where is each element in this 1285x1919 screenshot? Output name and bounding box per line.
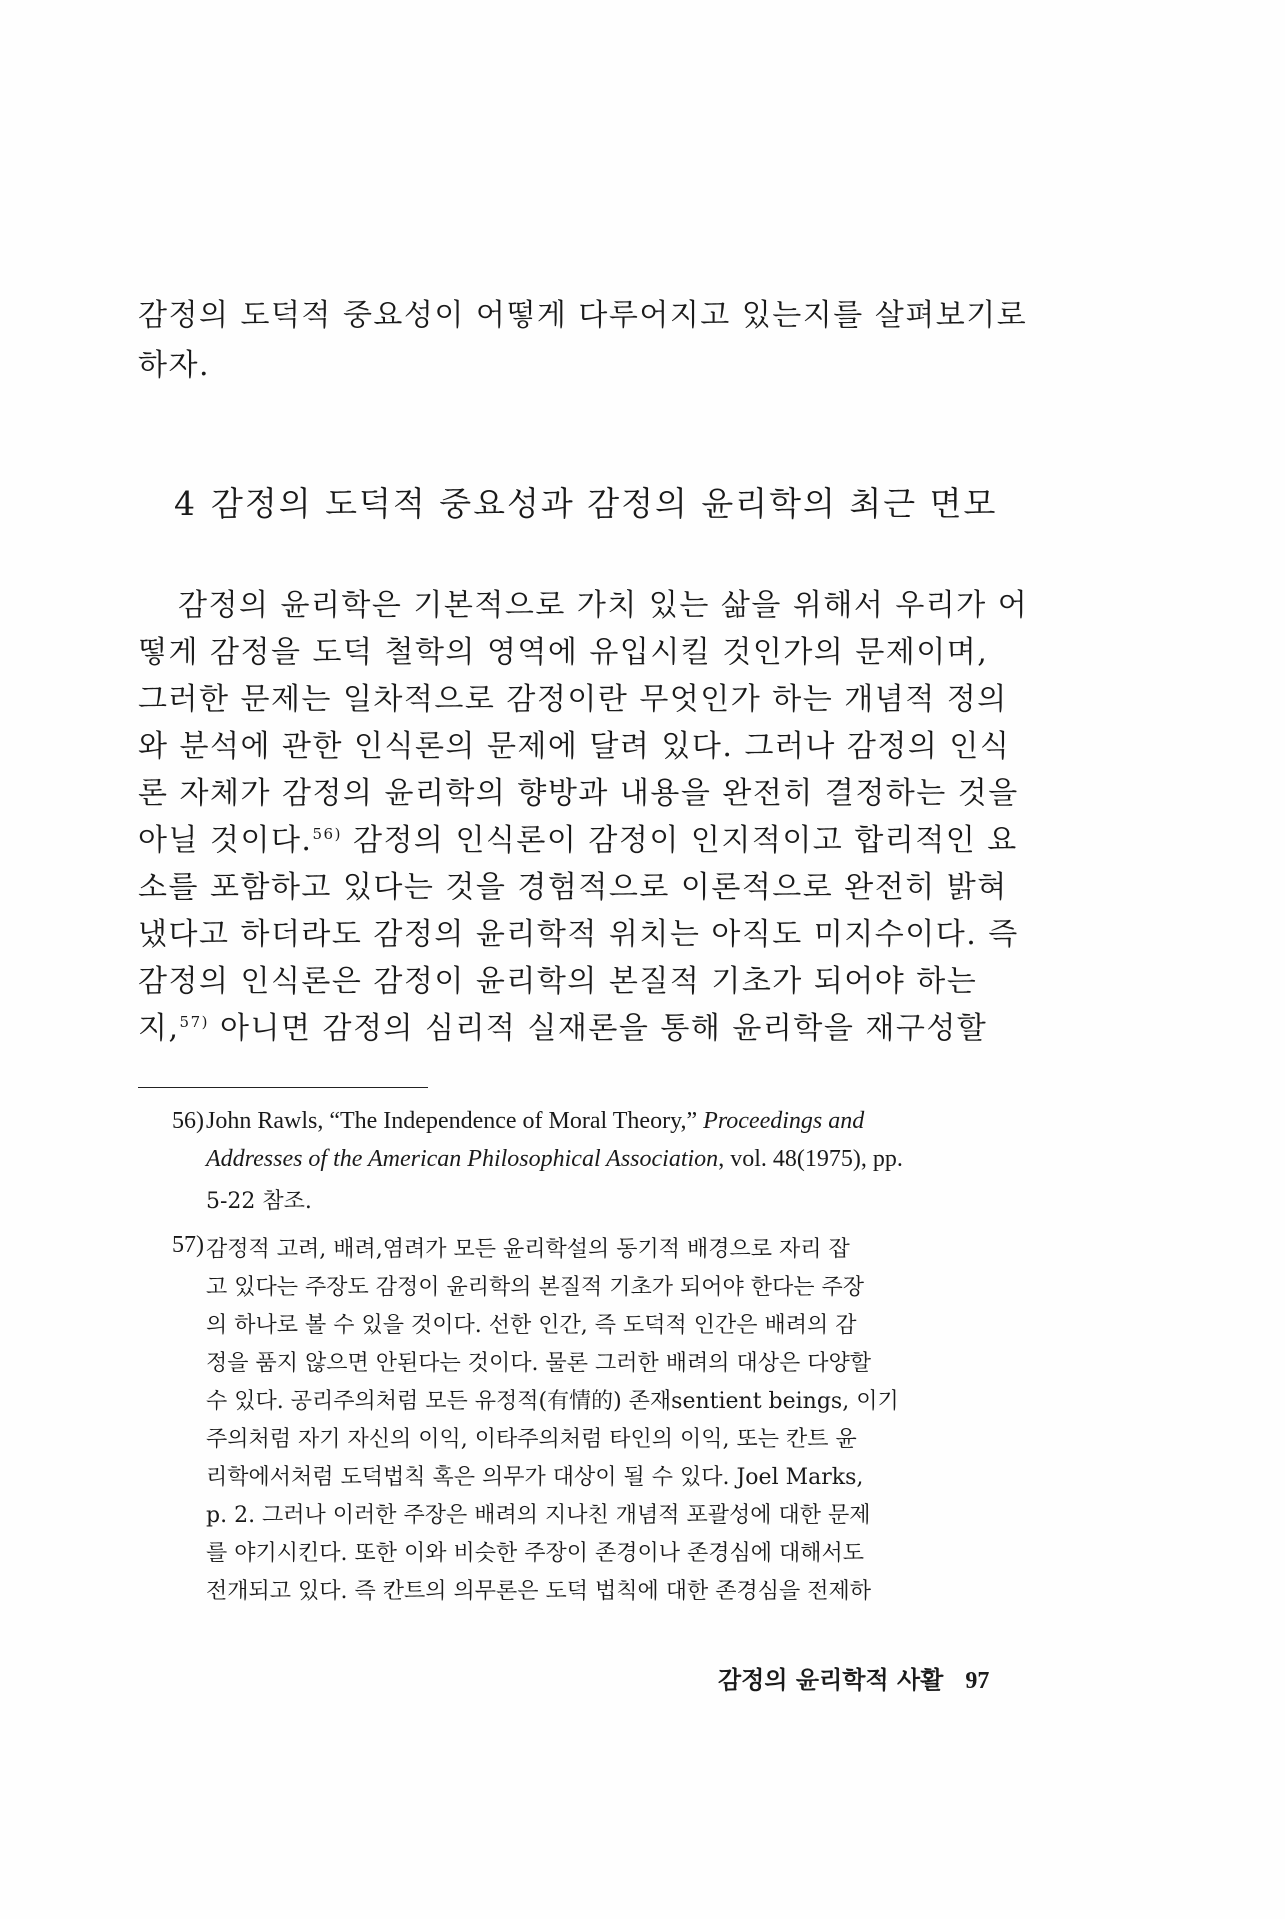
footnote-line: 감정적 고려, 배려,염려가 모든 윤리학설의 동기적 배경으로 자리 잡 xyxy=(206,1237,850,1262)
section-number: 4 xyxy=(174,484,197,523)
footnote-ref-57[interactable]: 57) xyxy=(179,1013,209,1031)
section-title: 감정의 도덕적 중요성과 감정의 윤리학의 최근 면모 xyxy=(211,484,998,523)
text-run: John Rawls, “The Independence of Moral Theory,” xyxy=(206,1108,704,1134)
footnote-line: p. 2. 그러나 이러한 주장은 배려의 지나친 개념적 포괄성에 대한 문제 xyxy=(206,1503,871,1528)
footnote-rule xyxy=(138,1087,428,1088)
footnote-line: 전개되고 있다. 즉 칸트의 의무론은 도덕 법칙에 대한 존경심을 전제하 xyxy=(206,1579,871,1604)
footnote-line: 주의처럼 자기 자신의 이익, 이타주의처럼 타인의 이익, 또는 칸트 윤 xyxy=(206,1427,857,1452)
section-heading xyxy=(174,478,997,525)
footnote-line xyxy=(206,1108,864,1135)
footnote-line: 고 있다는 주장도 감정이 윤리학의 본질적 기초가 되어야 한다는 주장 xyxy=(206,1275,864,1300)
footnote-ref-56[interactable]: 56) xyxy=(312,825,342,843)
footnote-line: 정을 품지 않으면 안된다는 것이다. 물론 그러한 배려의 대상은 다양할 xyxy=(206,1351,871,1376)
text-line: 떻게 감정을 도덕 철학의 영역에 유입시킬 것인가의 문제이며, xyxy=(138,635,989,670)
footnote-line: 를 야기시킨다. 또한 이와 비슷한 주장이 존경이나 존경심에 대해서도 xyxy=(206,1541,864,1566)
journal-title: Addresses of the American Philosophical Association xyxy=(206,1146,719,1172)
footnote-line: 의 하나로 볼 수 있을 것이다. 선한 인간, 즉 도덕적 인간은 배려의 감 xyxy=(206,1313,857,1338)
footnote-line: 리학에서처럼 도덕법칙 혹은 의무가 대상이 될 수 있다. Joel Marks, xyxy=(206,1465,864,1490)
text-line: 감정의 도덕적 중요성이 어떻게 다루어지고 있는지를 살펴보기로 xyxy=(138,298,1028,333)
text-run: 아니면 감정의 심리적 실재론을 통해 윤리학을 재구성할 xyxy=(208,1011,988,1046)
text-run: 지, xyxy=(138,1011,180,1046)
text-run: 감정의 인식론이 감정이 인지적이고 합리적인 요 xyxy=(341,823,1018,858)
text-line xyxy=(138,1003,987,1047)
text-line: 와 분석에 관한 인식론의 문제에 달려 있다. 그러나 감정의 인식 xyxy=(138,729,1011,764)
text-line: 냈다고 하더라도 감정의 윤리학적 위치는 아직도 미지수이다. 즉 xyxy=(138,917,1019,952)
page-number: 97 xyxy=(965,1668,990,1694)
page-footer xyxy=(718,1660,989,1695)
footnote-label: 56) xyxy=(172,1108,204,1134)
text-line: 그러한 문제는 일차적으로 감정이란 무엇인가 하는 개념적 정의 xyxy=(138,682,1008,717)
text-line: 감정의 인식론은 감정이 윤리학의 본질적 기초가 되어야 하는 xyxy=(138,964,978,999)
text-line xyxy=(138,815,1018,859)
footnote-label: 57) xyxy=(172,1232,204,1258)
text-line: 하자. xyxy=(138,348,210,383)
text-run: , vol. 48(1975), pp. xyxy=(718,1146,903,1172)
running-title: 감정의 윤리학적 사활 xyxy=(718,1665,944,1694)
text-line: 감정의 윤리학은 기본적으로 가치 있는 삶을 위해서 우리가 어 xyxy=(178,588,1029,623)
text-line: 론 자체가 감정의 윤리학의 향방과 내용을 완전히 결정하는 것을 xyxy=(138,776,1019,811)
text-line: 소를 포함하고 있다는 것을 경험적으로 이론적으로 완전히 밝혀 xyxy=(138,870,1008,905)
footnote-line: 수 있다. 공리주의처럼 모든 유정적(有情的) 존재sentient beings, 이기 xyxy=(206,1389,899,1414)
footnote-line xyxy=(206,1146,903,1173)
footnote-line: 5-22 참조. xyxy=(206,1189,312,1214)
journal-title: Proceedings and xyxy=(703,1108,865,1134)
text-run: 아닐 것이다. xyxy=(138,823,313,858)
